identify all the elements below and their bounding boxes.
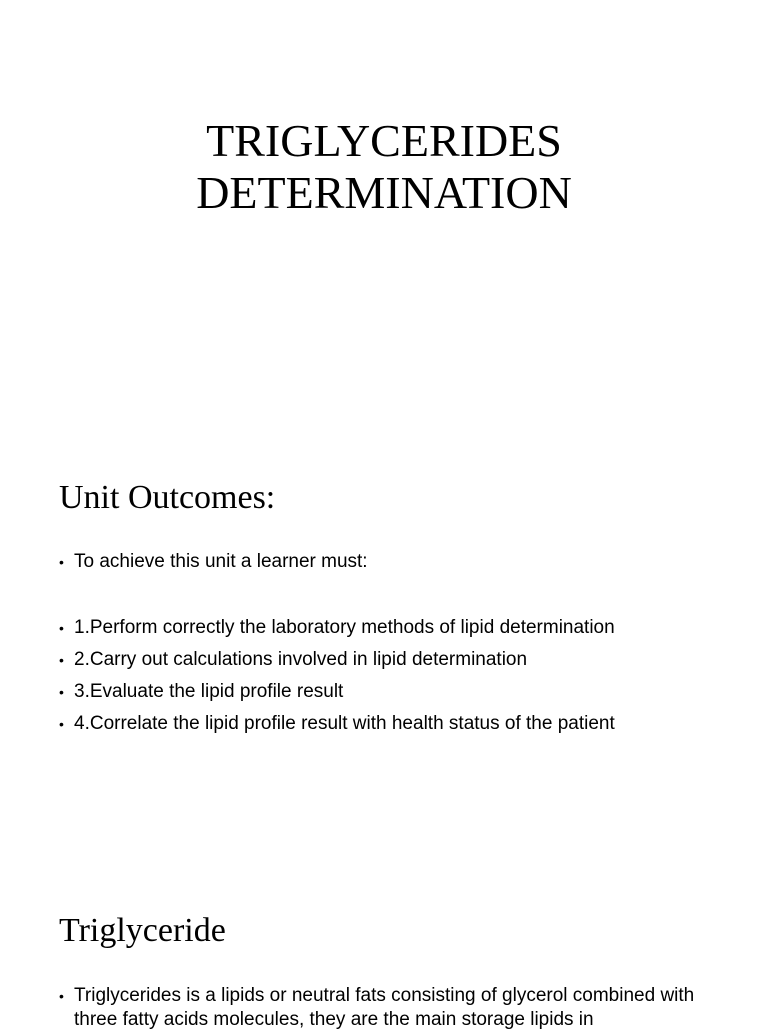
list-item-text: 4.Correlate the lipid profile result with health status of the patient xyxy=(74,713,615,734)
title-line-1: TRIGLYCERIDES xyxy=(206,115,562,166)
list-item xyxy=(59,712,739,736)
unit-outcomes-heading: Unit Outcomes: xyxy=(59,479,276,516)
title-line-2: DETERMINATION xyxy=(196,167,572,218)
triglyceride-heading: Triglyceride xyxy=(59,912,226,949)
list-item xyxy=(59,550,739,574)
bullet-icon: • xyxy=(59,554,64,570)
list-item-text: To achieve this unit a learner must: xyxy=(74,551,368,572)
list-item xyxy=(59,616,739,640)
bullet-icon: • xyxy=(59,988,64,1004)
bullet-icon: • xyxy=(59,684,64,700)
bullet-icon: • xyxy=(59,620,64,636)
list-item-text: 1.Perform correctly the laboratory methods of lipid determination xyxy=(74,617,615,638)
unit-outcomes-intro-list xyxy=(59,550,739,574)
list-item xyxy=(59,680,739,704)
list-item-text: Triglycerides is a lipids or neutral fats consisting of glycerol combined with three fatty acids molecules, they are the main storage lipids in xyxy=(74,985,695,1030)
list-item-text: 2.Carry out calculations involved in lipid determination xyxy=(74,649,528,670)
list-item-text: 3.Evaluate the lipid profile result xyxy=(74,681,344,702)
triglyceride-list xyxy=(59,984,739,1032)
unit-outcomes-list xyxy=(59,616,739,744)
page-title xyxy=(0,115,768,219)
list-item xyxy=(59,648,739,672)
bullet-icon: • xyxy=(59,652,64,668)
list-item xyxy=(59,984,739,1032)
bullet-icon: • xyxy=(59,716,64,732)
